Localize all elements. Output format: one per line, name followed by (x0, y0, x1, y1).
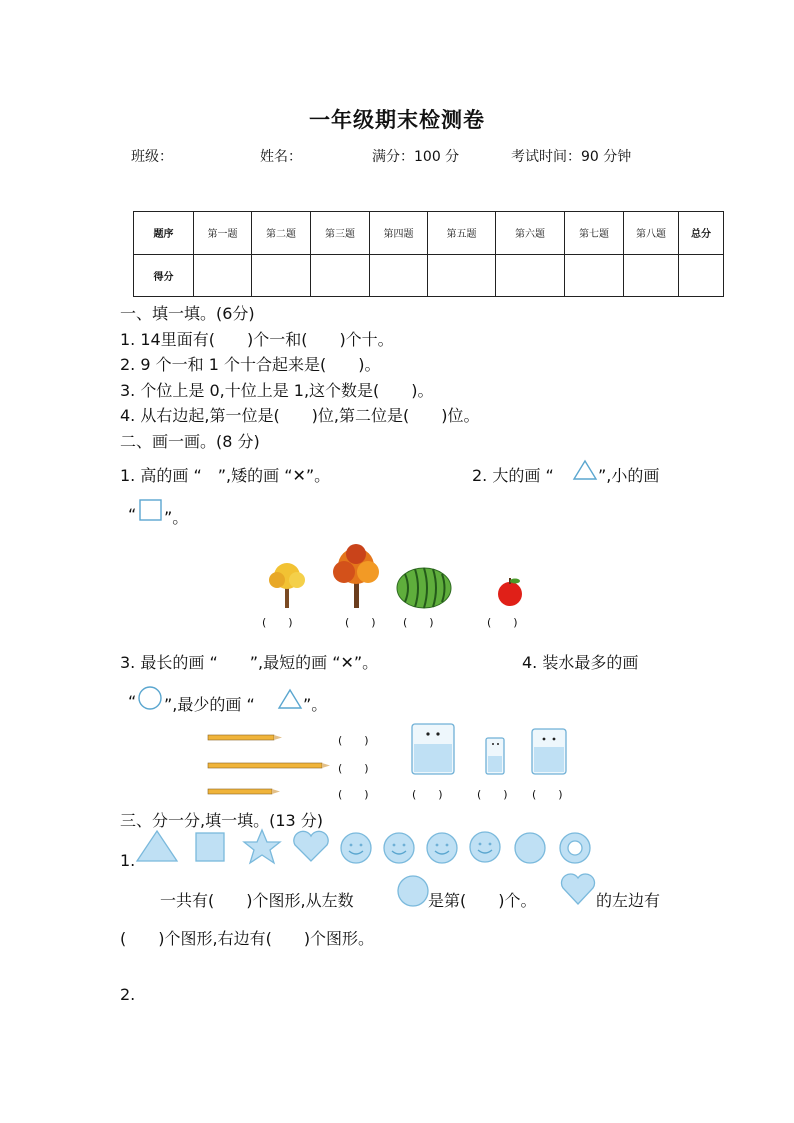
smiley-shape (470, 832, 500, 862)
score-header: 第八题 (624, 212, 679, 255)
score-header: 题序 (134, 212, 194, 255)
name-label: 姓名： (260, 149, 302, 165)
score-table (133, 211, 724, 297)
score-row-label: 得分 (134, 254, 194, 297)
small-tree-icon (262, 556, 312, 610)
section2-q4b-close: ”。 (303, 695, 328, 714)
time-label: 考试时间：90 分钟 (511, 149, 632, 165)
smiley-shape (341, 833, 371, 863)
answer-blank[interactable]: ( ) (262, 616, 293, 629)
circle-icon (136, 684, 164, 712)
heart-icon (560, 872, 596, 906)
score-header: 总分 (679, 212, 724, 255)
section2-q3: 3. 最长的画 “ ”,最短的画 “✕”。 (120, 653, 379, 672)
page-title: 一年级期末检测卷 (309, 108, 485, 132)
triangle-icon (572, 459, 598, 481)
smiley-shape (384, 833, 414, 863)
section3-q1-c: 的左边有 (596, 891, 661, 910)
section2-q4b-open: “ (128, 692, 137, 711)
answer-blank[interactable]: ( ) (412, 788, 443, 801)
watermelon-icon (395, 566, 453, 610)
score-cell[interactable] (565, 254, 624, 297)
section2-q4: 4. 装水最多的画 (522, 653, 639, 672)
score-label: 满分：100 分 (372, 149, 460, 165)
answer-blank[interactable]: ( ) (338, 762, 369, 775)
answer-blank[interactable]: ( ) (477, 788, 508, 801)
section2-q2-a: 2. 大的画 “ (472, 466, 554, 485)
triangle-icon (277, 688, 303, 710)
score-header: 第三题 (311, 212, 370, 255)
apple-icon (496, 575, 524, 607)
section1-q2: 2. 9 个一和 1 个十合起来是( )。 (120, 355, 381, 374)
circle-shape-icon (396, 874, 430, 908)
section3-heading: 三、分一分,填一填。(13 分) (120, 811, 324, 830)
triangle-shape (137, 831, 177, 861)
section3-q1-b: 是第( )个。 (428, 891, 537, 910)
score-header: 第五题 (428, 212, 496, 255)
score-header: 第七题 (565, 212, 624, 255)
smiley-shape (427, 833, 457, 863)
score-cell[interactable] (252, 254, 311, 297)
section2-q2-c-close: ”。 (164, 508, 189, 527)
section2-q2-b: ”,小的画 (598, 466, 660, 485)
section2-q4b-mid: ”,最少的画 “ (164, 695, 255, 714)
score-cell[interactable] (370, 254, 428, 297)
answer-blank[interactable]: ( ) (338, 788, 369, 801)
score-cell[interactable] (679, 254, 724, 297)
answer-blank[interactable]: ( ) (345, 616, 376, 629)
star-shape (244, 830, 280, 863)
section1-heading: 一、填一填。(6分) (120, 304, 255, 323)
square-icon (138, 498, 164, 522)
answer-blank[interactable]: ( ) (338, 734, 369, 747)
shapes-row (135, 828, 595, 868)
section2-q2-c-open: “ (128, 505, 137, 524)
water-cups-icon (408, 720, 574, 778)
score-cell[interactable] (311, 254, 370, 297)
section1-q4: 4. 从右边起,第一位是( )位,第二位是( )位。 (120, 406, 480, 425)
circle-shape (515, 833, 545, 863)
section3-q1-a: 一共有( )个图形,从左数 (160, 891, 354, 910)
section2-q1: 1. 高的画 “ ”,矮的画 “✕”。 (120, 466, 331, 485)
section2-heading: 二、画一画。(8 分) (120, 432, 260, 451)
score-header: 第二题 (252, 212, 311, 255)
score-cell[interactable] (624, 254, 679, 297)
score-header: 第四题 (370, 212, 428, 255)
heart-shape (294, 831, 328, 861)
ring-shape (560, 833, 590, 863)
score-header: 第六题 (496, 212, 565, 255)
class-label: 班级： (131, 149, 173, 165)
section1-q1: 1. 14里面有( )个一和( )个十。 (120, 330, 394, 349)
score-header: 第一题 (194, 212, 252, 255)
section3-q1-d: ( )个图形,右边有( )个图形。 (120, 929, 375, 948)
answer-blank[interactable]: ( ) (487, 616, 518, 629)
score-cell[interactable] (194, 254, 252, 297)
score-cell[interactable] (496, 254, 565, 297)
score-cell[interactable] (428, 254, 496, 297)
tall-tree-icon (328, 542, 384, 610)
answer-blank[interactable]: ( ) (532, 788, 563, 801)
square-shape (196, 833, 224, 861)
section3-q1-number: 1. (120, 851, 136, 870)
section1-q3: 3. 个位上是 0,十位上是 1,这个数是( )。 (120, 381, 434, 400)
answer-blank[interactable]: ( ) (403, 616, 434, 629)
pencils-icon (206, 732, 334, 800)
section3-q2-number: 2. (120, 985, 136, 1004)
